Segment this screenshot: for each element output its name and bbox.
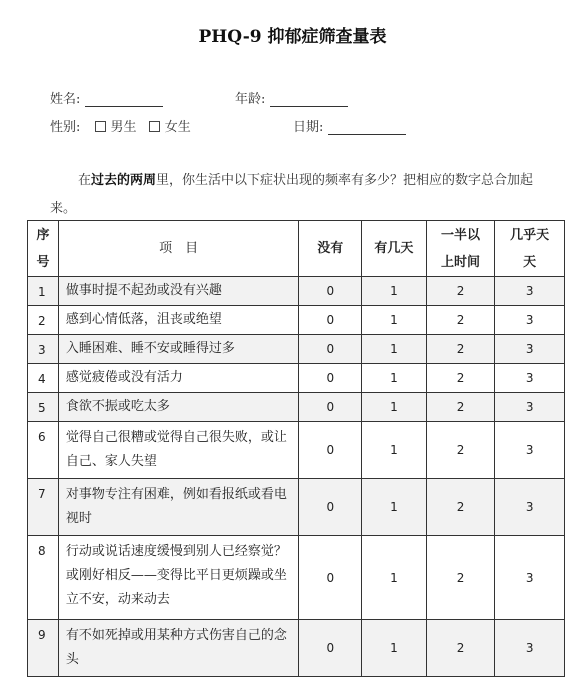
score-several-days[interactable]: 1 bbox=[362, 536, 427, 620]
header-more-than-half: 一半以 上时间 bbox=[426, 221, 495, 277]
name-label: 姓名: bbox=[50, 92, 81, 107]
score-not-at-all[interactable]: 0 bbox=[299, 335, 362, 364]
row-item-text: 有不如死掉或用某种方式伤害自己的念头 bbox=[58, 620, 299, 677]
age-label: 年龄: bbox=[235, 92, 266, 107]
score-more-than-half[interactable]: 2 bbox=[426, 277, 495, 306]
male-checkbox[interactable] bbox=[95, 121, 106, 132]
score-not-at-all[interactable]: 0 bbox=[299, 364, 362, 393]
instruction-text: 在过去的两周里，你生活中以下症状出现的频率有多少？把相应的数字总合加起来。 bbox=[50, 173, 534, 216]
score-more-than-half[interactable]: 2 bbox=[426, 364, 495, 393]
header-seq: 序 号 bbox=[28, 221, 59, 277]
row-number: 6 bbox=[28, 422, 59, 479]
score-more-than-half[interactable]: 2 bbox=[426, 335, 495, 364]
score-several-days[interactable]: 1 bbox=[362, 306, 427, 335]
date-label: 日期: bbox=[293, 120, 324, 135]
table-row bbox=[28, 479, 565, 536]
name-field[interactable] bbox=[50, 88, 163, 107]
table-row bbox=[28, 306, 565, 335]
score-more-than-half[interactable]: 2 bbox=[426, 393, 495, 422]
instruction-emphasis: 过去的两周 bbox=[91, 173, 157, 188]
score-not-at-all[interactable]: 0 bbox=[299, 479, 362, 536]
row-item-text: 行动或说话速度缓慢到别人已经察觉？或刚好相反——变得比平日更烦躁或坐立不安，动来动去 bbox=[58, 536, 299, 620]
table-row bbox=[28, 422, 565, 479]
score-more-than-half[interactable]: 2 bbox=[426, 620, 495, 677]
row-item-text: 食欲不振或吃太多 bbox=[58, 393, 299, 422]
date-blank[interactable] bbox=[328, 120, 406, 135]
header-several-days: 有几天 bbox=[362, 221, 427, 277]
page-title: PHQ-9 抑郁症筛查量表 bbox=[198, 27, 387, 47]
score-more-than-half[interactable]: 2 bbox=[426, 422, 495, 479]
score-nearly-every-day[interactable]: 3 bbox=[495, 422, 565, 479]
name-blank[interactable] bbox=[85, 92, 163, 107]
row-item-text: 觉得自己很糟或觉得自己很失败，或让自己、家人失望 bbox=[58, 422, 299, 479]
score-more-than-half[interactable]: 2 bbox=[426, 536, 495, 620]
phq9-table bbox=[27, 220, 565, 677]
row-number: 4 bbox=[28, 364, 59, 393]
table-row bbox=[28, 335, 565, 364]
score-not-at-all[interactable]: 0 bbox=[299, 277, 362, 306]
score-nearly-every-day[interactable]: 3 bbox=[495, 620, 565, 677]
table-row bbox=[28, 620, 565, 677]
score-nearly-every-day[interactable]: 3 bbox=[495, 335, 565, 364]
score-more-than-half[interactable]: 2 bbox=[426, 306, 495, 335]
row-number: 1 bbox=[28, 277, 59, 306]
row-number: 8 bbox=[28, 536, 59, 620]
row-number: 5 bbox=[28, 393, 59, 422]
table-row bbox=[28, 393, 565, 422]
row-item-text: 做事时提不起劲或没有兴趣 bbox=[58, 277, 299, 306]
score-more-than-half[interactable]: 2 bbox=[426, 479, 495, 536]
score-not-at-all[interactable]: 0 bbox=[299, 422, 362, 479]
table-row bbox=[28, 536, 565, 620]
row-item-text: 入睡困难、睡不安或睡得过多 bbox=[58, 335, 299, 364]
score-nearly-every-day[interactable]: 3 bbox=[495, 536, 565, 620]
score-several-days[interactable]: 1 bbox=[362, 277, 427, 306]
header-item: 项 目 bbox=[58, 221, 299, 277]
table-row bbox=[28, 277, 565, 306]
header-nearly-every-day: 几乎天 天 bbox=[495, 221, 565, 277]
table-header-row bbox=[28, 221, 565, 277]
score-several-days[interactable]: 1 bbox=[362, 479, 427, 536]
male-label: 男生 bbox=[110, 120, 137, 135]
gender-field bbox=[50, 116, 191, 135]
score-not-at-all[interactable]: 0 bbox=[299, 306, 362, 335]
score-nearly-every-day[interactable]: 3 bbox=[495, 364, 565, 393]
score-nearly-every-day[interactable]: 3 bbox=[495, 277, 565, 306]
header-not-at-all: 没有 bbox=[299, 221, 362, 277]
row-item-text: 感觉疲倦或没有活力 bbox=[58, 364, 299, 393]
row-number: 2 bbox=[28, 306, 59, 335]
score-nearly-every-day[interactable]: 3 bbox=[495, 306, 565, 335]
female-checkbox[interactable] bbox=[149, 121, 160, 132]
gender-label: 性别: bbox=[50, 120, 81, 135]
row-number: 3 bbox=[28, 335, 59, 364]
age-field[interactable] bbox=[235, 88, 348, 107]
row-number: 9 bbox=[28, 620, 59, 677]
score-nearly-every-day[interactable]: 3 bbox=[495, 479, 565, 536]
date-field[interactable] bbox=[293, 116, 406, 135]
female-label: 女生 bbox=[164, 120, 191, 135]
table-row bbox=[28, 364, 565, 393]
row-item-text: 对事物专注有困难，例如看报纸或看电视时 bbox=[58, 479, 299, 536]
score-several-days[interactable]: 1 bbox=[362, 335, 427, 364]
row-number: 7 bbox=[28, 479, 59, 536]
score-not-at-all[interactable]: 0 bbox=[299, 536, 362, 620]
score-nearly-every-day[interactable]: 3 bbox=[495, 393, 565, 422]
row-item-text: 感到心情低落，沮丧或绝望 bbox=[58, 306, 299, 335]
score-several-days[interactable]: 1 bbox=[362, 393, 427, 422]
score-several-days[interactable]: 1 bbox=[362, 620, 427, 677]
score-not-at-all[interactable]: 0 bbox=[299, 620, 362, 677]
score-not-at-all[interactable]: 0 bbox=[299, 393, 362, 422]
age-blank[interactable] bbox=[270, 92, 348, 107]
score-several-days[interactable]: 1 bbox=[362, 364, 427, 393]
score-several-days[interactable]: 1 bbox=[362, 422, 427, 479]
